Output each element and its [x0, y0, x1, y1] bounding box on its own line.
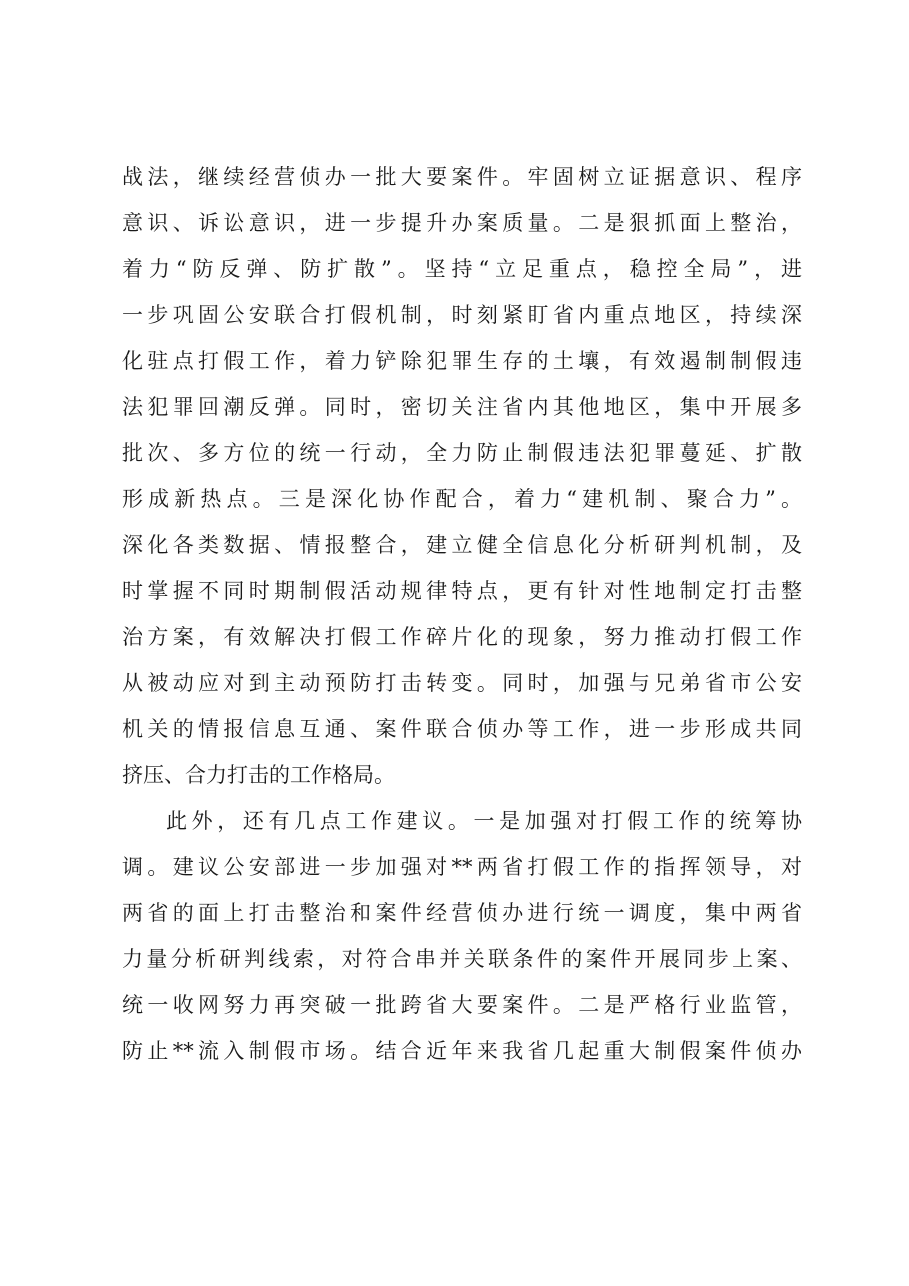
- text-line: 调。建议公安部进一步加强对**两省打假工作的指挥领导，对: [122, 855, 802, 879]
- text-line: 着力“防反弹、防扩散”。坚持“立足重点，稳控全局”，进: [122, 257, 802, 281]
- text-line: 挤压、合力打击的工作格局。: [122, 763, 395, 787]
- text-line: 化驻点打假工作，着力铲除犯罪生存的土壤，有效遏制制假违: [122, 349, 802, 373]
- text-line: 形成新热点。三是深化协作配合，着力“建机制、聚合力”。: [122, 487, 802, 511]
- text-line: 批次、多方位的统一行动，全力防止制假违法犯罪蔓延、扩散: [122, 441, 802, 465]
- text-line: 从被动应对到主动预防打击转变。同时，加强与兄弟省市公安: [122, 671, 802, 695]
- text-line: 机关的情报信息互通、案件联合侦办等工作，进一步形成共同: [122, 717, 802, 741]
- text-line: 两省的面上打击整治和案件经营侦办进行统一调度，集中两省: [122, 901, 802, 925]
- text-line: 法犯罪回潮反弹。同时，密切关注省内其他地区，集中开展多: [122, 395, 802, 419]
- document-body: [122, 154, 802, 1074]
- paragraph-1: [122, 154, 802, 798]
- text-line: 深化各类数据、情报整合，建立健全信息化分析研判机制，及: [122, 533, 802, 557]
- text-line: 时掌握不同时期制假活动规律特点，更有针对性地制定打击整: [122, 579, 802, 603]
- text-line: 意识、诉讼意识，进一步提升办案质量。二是狠抓面上整治，: [122, 211, 802, 235]
- text-line: 一步巩固公安联合打假机制，时刻紧盯省内重点地区，持续深: [122, 303, 802, 327]
- text-line: 此外，还有几点工作建议。一是加强对打假工作的统筹协: [166, 809, 802, 833]
- text-line: 统一收网努力再突破一批跨省大要案件。二是严格行业监管，: [122, 993, 802, 1017]
- text-line: 战法，继续经营侦办一批大要案件。牢固树立证据意识、程序: [122, 165, 802, 189]
- text-line: 防止**流入制假市场。结合近年来我省几起重大制假案件侦办: [122, 1039, 802, 1063]
- paragraph-2: [122, 798, 802, 1074]
- text-line: 治方案，有效解决打假工作碎片化的现象，努力推动打假工作: [122, 625, 802, 649]
- text-line: 力量分析研判线索，对符合串并关联条件的案件开展同步上案、: [122, 947, 802, 971]
